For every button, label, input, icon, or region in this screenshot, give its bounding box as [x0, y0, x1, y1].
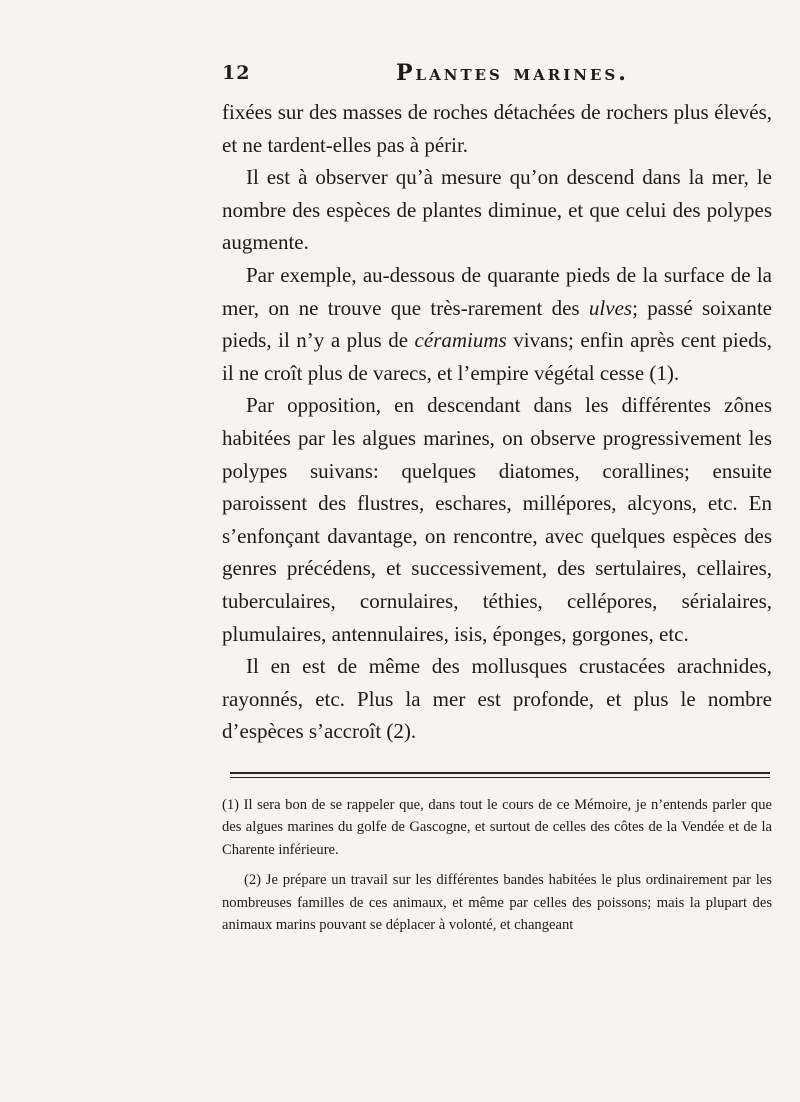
footnote-1: (1) Il sera bon de se rappeler que, dans tout le cours de ce Mémoire, je n’entends parler que des algues marines du golfe de Gascogne, et surtout de celles des côtes de la Vendée et de la Charente inférieure.: [222, 797, 772, 858]
term-ulves: ulves: [588, 295, 633, 320]
paragraph-2: Il est à observer qu’à mesure qu’on descend dans la mer, le nombre des espèces de plantes diminue, et que celui des polypes augmente.: [222, 165, 772, 255]
footnote-divider-thin: [230, 777, 770, 778]
body-text: [222, 96, 772, 748]
paragraph-3-text-a: Par exemple, au-dessous de quarante pieds de la surface de la mer, on ne trouve que très-rarement des: [222, 262, 772, 320]
page-header: [222, 60, 782, 96]
term-ceramiums: céramiums: [414, 328, 507, 353]
paragraph-1: fixées sur des masses de roches détachées de rochers plus élevés, et ne tardent-elles pas à périr.: [222, 100, 772, 157]
footnote-divider: [230, 772, 770, 774]
paragraph-3-text-b: ; passé soixante pieds, il n’y a plus de: [222, 295, 772, 353]
paragraph-4: Par opposition, en descendant dans les différentes zônes habitées par les algues marines, on observe progressivement les polypes suivans: quelques diatomes, corallines; ensuite paroissent des flustres, eschares, millépores, alcyons, etc. En s’enfonçant davantage, on rencontre, avec quelques espèces des genres précédens, et successivement, des sertulaires, cellaires, tuberculaires, cornulaires, téthies, cellépores, sérialaires, plumulaires, antennulaires, isis, éponges, gorgones, etc.: [222, 393, 772, 646]
paragraph-5: Il en est de même des mollusques crustacées arachnides, rayonnés, etc. Plus la mer est profonde, et plus le nombre d’espèces s’accroît (2).: [222, 654, 772, 744]
running-title: Plantes marines.: [396, 60, 629, 86]
paragraph-3: [222, 259, 772, 389]
footnote-2: (2) Je prépare un travail sur les différentes bandes habitées le plus ordinairement par les nombreuses familles de ces animaux, et même par celles des poissons; mais la plupart des animaux marins pouvant se déplacer à volonté, et changeant: [222, 872, 772, 934]
footnotes: [222, 794, 772, 944]
page-number: 12: [222, 62, 251, 84]
paragraph-3-text-c: vivans; enfin après cent pieds, il ne croît plus de varecs, et l’empire végétal cesse (1).: [222, 328, 773, 385]
